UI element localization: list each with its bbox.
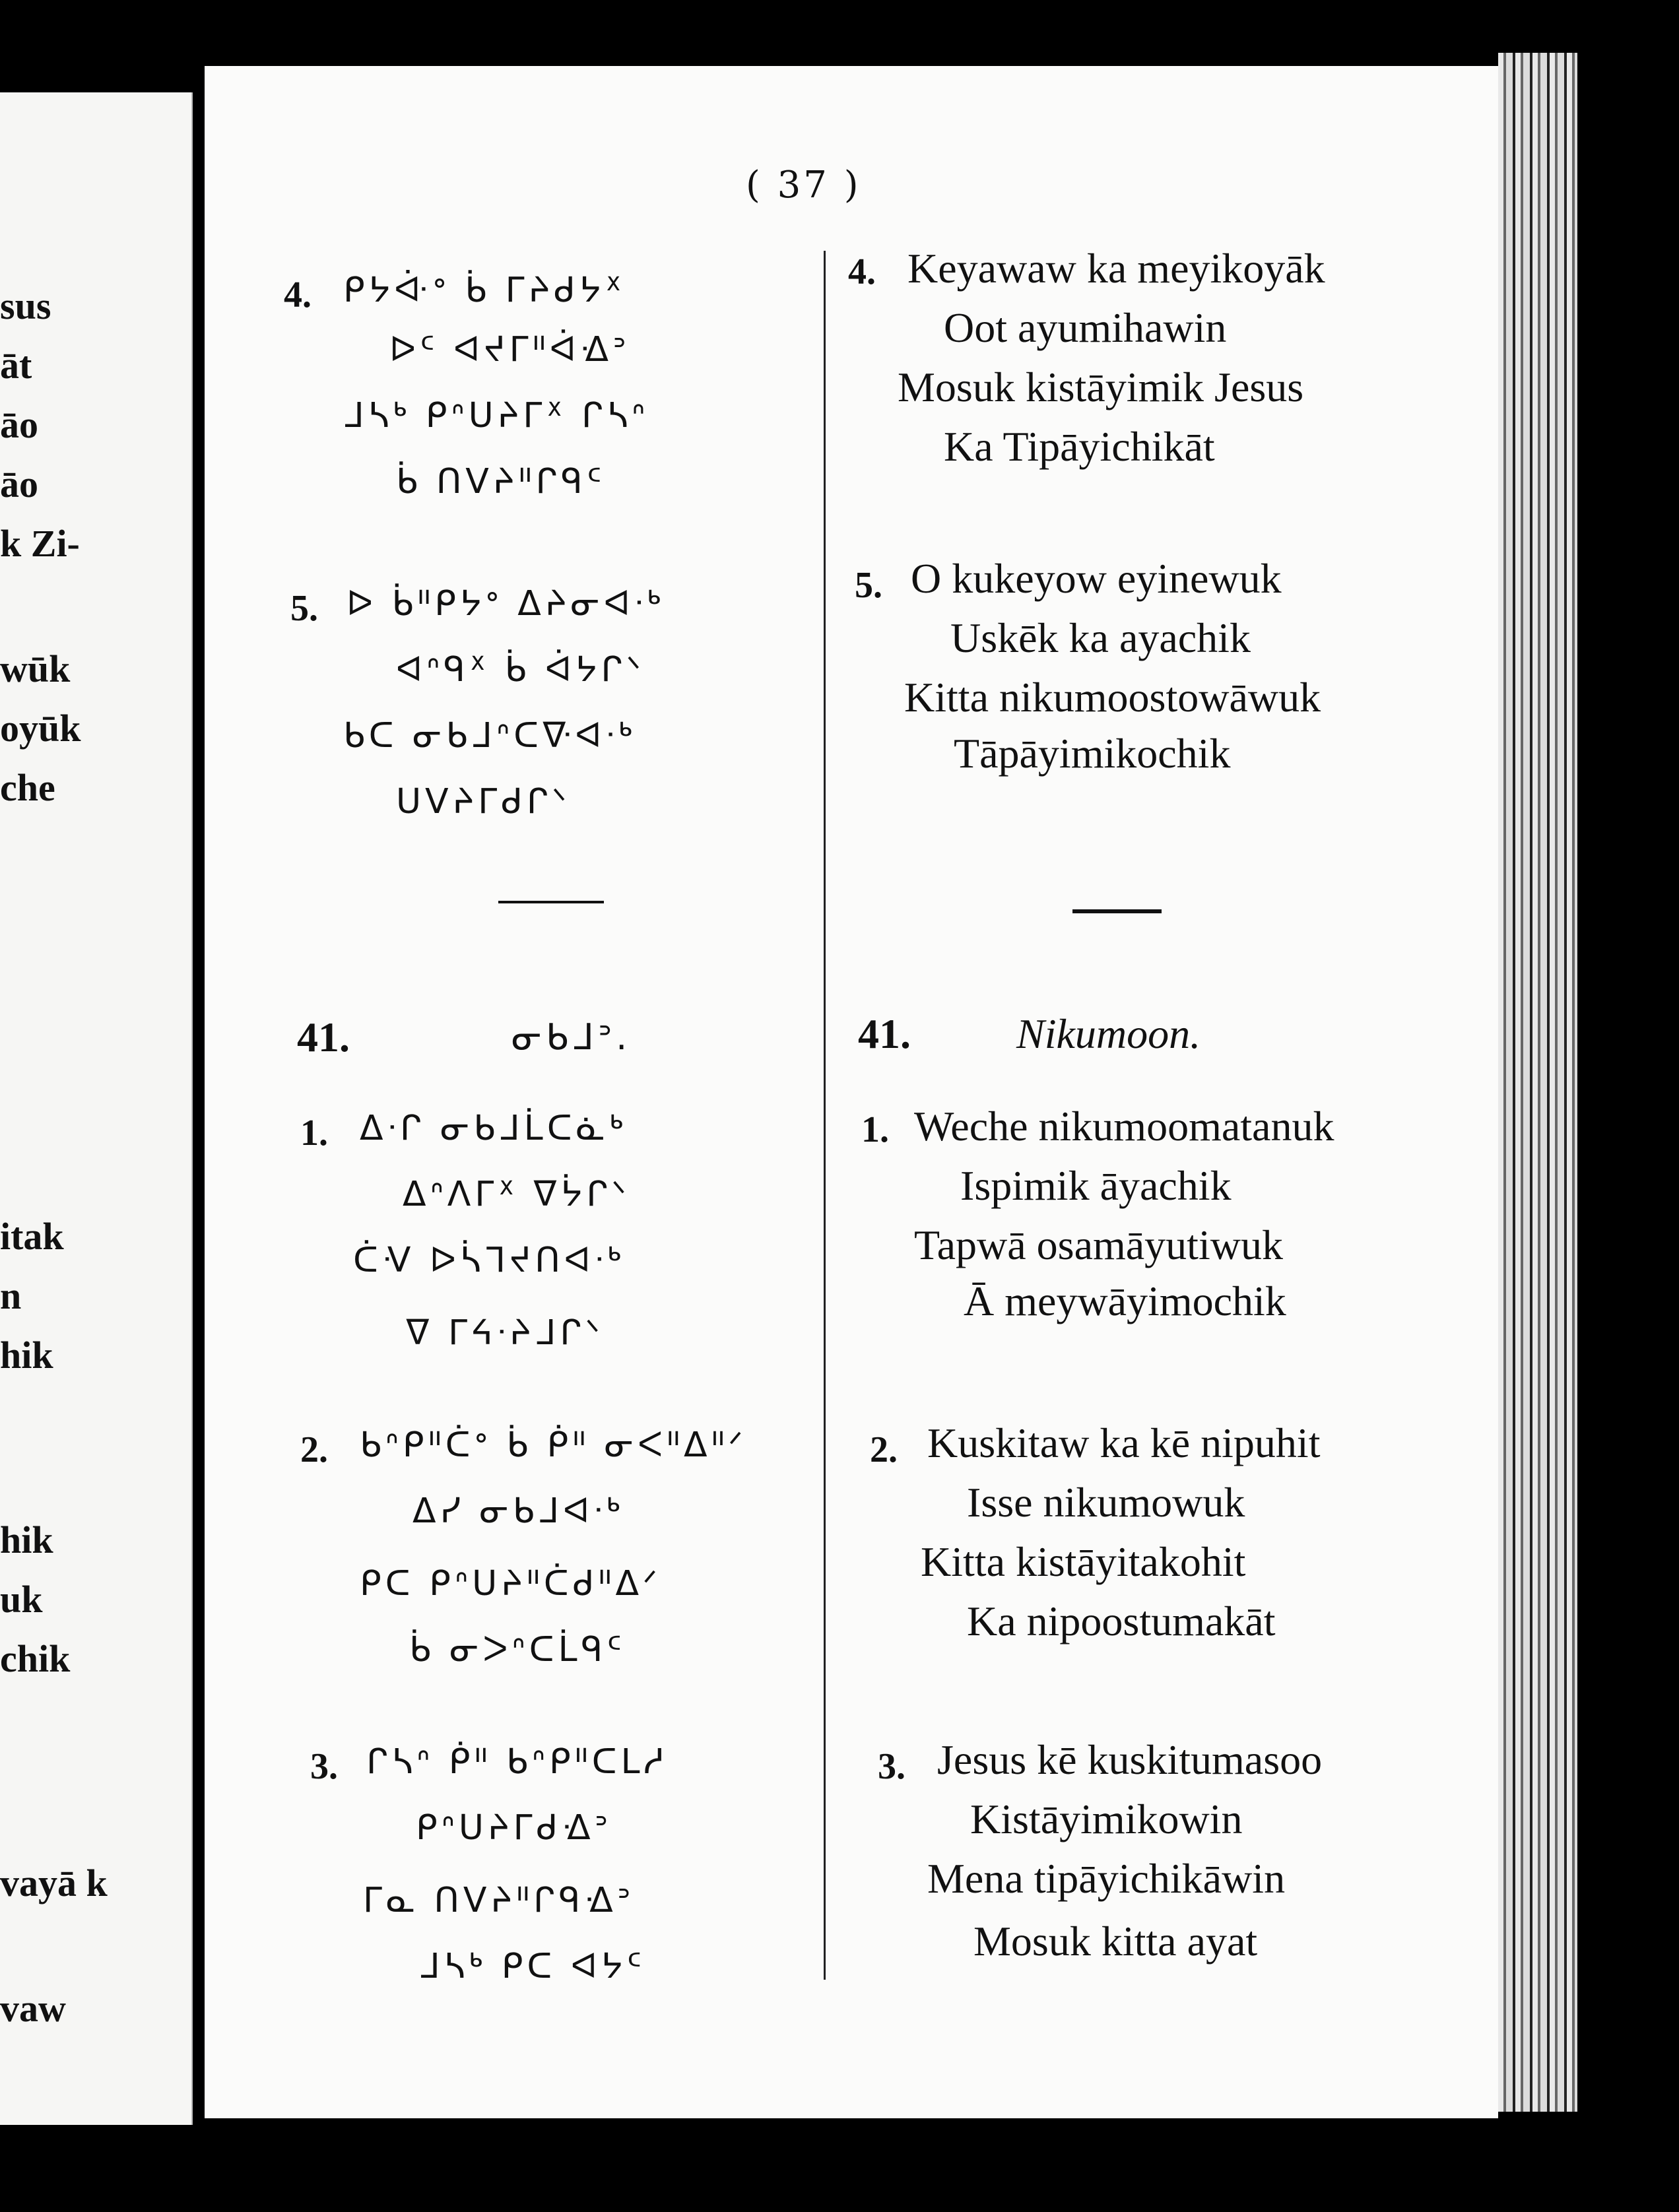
left-page-line: vayā k [0,1862,108,1904]
syllabic-line: ᐃᐢᐱᒥᕽ ᐁᔮᒋᐠ [403,1175,630,1214]
english-line: O kukeyow eyinewuk [911,555,1282,602]
hymn-number: 41. [297,1014,350,1060]
hymn-number: 41. [858,1010,911,1057]
english-line: Uskēk ka ayachik [950,614,1251,661]
syllabic-line: ᑌᐯᔨᒥᑯᒋᐠ [396,782,571,822]
syllabic-line: ᒧᓴᒃ ᑭᐢᑌᔨᒥᕽ ᒋᓴᐢ [343,396,649,436]
syllabic-line: ᒋᓴᐢ ᑮᐦ ᑲᐢᑭᐦᑕᒪᓱ [366,1742,669,1782]
english-line: Ka Tipāyichikāt [944,423,1215,470]
page-number: ( 37 ) [746,164,861,207]
stanza-number: 1. [300,1113,328,1154]
column-divider [824,251,826,1980]
english-line: Mena tipāyichikāwin [927,1855,1286,1902]
syllabic-line: ᑳ ᓂᐳᐢᑕᒫᑫᑦ [409,1630,626,1670]
stanza-number: 3. [878,1746,905,1787]
left-page-line: hik [0,1518,53,1561]
left-page-line: wūk [0,647,71,690]
syllabic-line: ᐅᑦ ᐊᔪᒥᐦᐋᐎᐣ [389,330,630,370]
left-page-line: chik [0,1637,71,1680]
syllabic-line: ᑳ ᑎᐯᔨᐦᒋᑫᑦ [396,462,606,502]
syllabic-line: ᒧᓴᒃ ᑭᑕ ᐊᔭᑦ [419,1947,646,1986]
english-line: Kistāyimikowin [970,1796,1243,1842]
english-line: Ispimik āyachik [960,1162,1232,1209]
syllabic-line: ᑭᔭᐚᐤ ᑳ ᒥᔨᑯᔭᕽ [343,271,626,310]
stanza-number: 5. [855,565,882,606]
syllabic-line: ᐃᐧᒋ ᓂᑲᒧᒫᑕᓈᒃ [360,1109,628,1148]
section-rule [1072,909,1162,913]
left-page-line: che [0,766,55,809]
english-line: Kitta nikumoostowāwuk [904,674,1321,721]
left-page-line: sus [0,284,51,327]
english-line: Keyawaw ka meyikoyāk [907,245,1325,292]
english-line: Isse nikumowuk [967,1479,1245,1526]
syllabic-line: ᐊᐢᑫᕽ ᑳ ᐋᔭᒋᐠ [396,650,645,690]
section-rule [498,901,604,903]
syllabic-line: ᑲᐢᑭᐦᑖᐤ ᑳ ᑮᐦ ᓂᐸᐦᐃᐦᐟ [360,1425,747,1465]
left-page-line: itak [0,1215,64,1258]
left-page-line: uk [0,1578,43,1621]
syllabic-line: ᑖᐺ ᐅᓵᒣᔪᑎᐊᐧᒃ [353,1241,626,1280]
left-page-line: āo [0,403,38,446]
stanza-number: 4. [284,275,312,315]
english-line: Mosuk kistāyimik Jesus [898,364,1304,410]
stanza-number: 1. [861,1109,889,1150]
english-line: Oot ayumihawin [944,304,1227,351]
english-line: Weche nikumoomatanuk [914,1103,1334,1150]
left-page-line: n [0,1274,22,1317]
english-line: Kuskitaw ka kē nipuhit [927,1419,1321,1466]
stanza-number: 2. [870,1429,898,1470]
english-line: Ā meywāyimochik [964,1278,1286,1324]
page-stack-edge [1498,53,1577,2112]
stanza-number: 2. [300,1429,328,1470]
left-page-line: oyūk [0,707,81,750]
syllabic-line: ᐅ ᑳᐦᑭᔭᐤ ᐃᔨᓂᐊᐧᒃ [346,584,665,624]
left-page-line: āo [0,463,38,505]
english-line: Ka nipoostumakāt [967,1598,1276,1644]
english-line: Tapwā osamāyutiwuk [914,1221,1283,1268]
syllabic-line: ᐃᓯ ᓂᑲᒧᐊᐧᒃ [412,1491,624,1531]
english-line: Kitta kistāyitakohit [921,1538,1246,1585]
left-page-line: hik [0,1334,53,1377]
left-page-line: k Zi- [0,522,80,565]
stanza-number: 5. [290,588,318,629]
syllabic-line: ᐁ ᒥᔦᐧᔨᒧᒋᐠ [406,1313,604,1353]
syllabic-line: ᑭᑕ ᑭᐢᑌᔨᐦᑖᑯᐦᐃᐟ [360,1564,662,1604]
english-line: Mosuk kitta ayat [973,1918,1258,1965]
left-page-line: vaw [0,1987,66,2030]
english-line: Tāpāyimikochik [954,730,1231,777]
syllabic-line: ᑲᑕ ᓂᑲᒧᐢᑕᐍᐊᐧᒃ [343,716,636,756]
stanza-number: 3. [310,1746,338,1787]
book-page [205,66,1498,2118]
syllabic-line: ᑭᐢᑌᔨᒥᑯᐎᐣ [416,1808,612,1848]
hymn-title: Nikumoon. [1016,1010,1201,1057]
stanza-number: 4. [848,251,876,292]
english-line: Jesus kē kuskitumasoo [937,1736,1323,1783]
hymn-title: ᓂᑲᒧᐣ. [511,1016,632,1058]
syllabic-line: ᒥᓇ ᑎᐯᔨᐦᒋᑫᐎᐣ [363,1881,635,1920]
left-page-line: āt [0,344,32,387]
facing-page-left [0,92,193,2125]
